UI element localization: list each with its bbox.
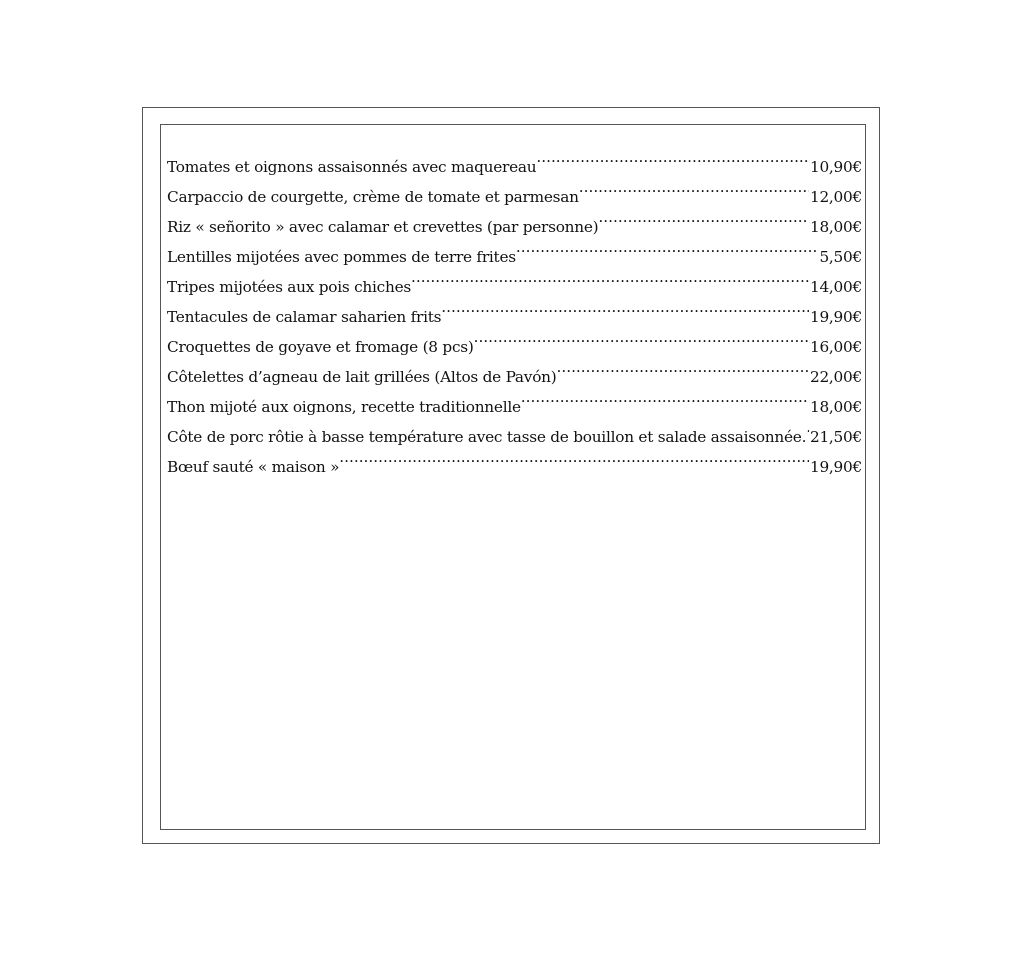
menu-inner-frame (160, 124, 866, 830)
dish-name: Carpaccio de courgette, crème de tomate et parmesan (167, 188, 579, 206)
dot-leader (441, 292, 809, 322)
dish-price: 21,50€ (809, 428, 862, 446)
dish-price: 10,90€ (809, 158, 862, 176)
dot-leader (579, 172, 809, 202)
dish-name: Tripes mijotées aux pois chiches (167, 278, 411, 296)
dish-price: 12,00€ (809, 188, 862, 206)
dish-price: 22,00€ (809, 368, 862, 386)
dish-price: 18,00€ (809, 218, 862, 236)
dot-leader (339, 442, 809, 472)
dot-leader (521, 382, 809, 412)
dish-price: 5,50€ (819, 248, 862, 266)
menu-outer-frame (142, 107, 880, 844)
dish-name: Lentilles mijotées avec pommes de terre frites (167, 248, 516, 266)
dot-leader (806, 412, 809, 442)
menu-list (167, 142, 862, 476)
dish-price: 19,90€ (809, 458, 862, 476)
dot-leader (516, 232, 819, 262)
menu-item (167, 142, 862, 176)
dot-leader (411, 262, 809, 292)
dish-name: Thon mijoté aux oignons, recette traditionnelle (167, 398, 521, 416)
dish-name: Tomates et oignons assaisonnés avec maquereau (167, 158, 537, 176)
dish-price: 16,00€ (809, 338, 862, 356)
dot-leader (536, 142, 809, 172)
dish-price: 18,00€ (809, 398, 862, 416)
dot-leader (474, 322, 809, 352)
dot-leader (598, 202, 809, 232)
dish-name: Croquettes de goyave et fromage (8 pcs) (167, 338, 474, 356)
dish-name: Riz « señorito » avec calamar et crevettes (par personne) (167, 218, 599, 236)
dish-price: 14,00€ (809, 278, 862, 296)
dish-name: Tentacules de calamar saharien frits (167, 308, 442, 326)
dish-price: 19,90€ (809, 308, 862, 326)
dot-leader (556, 352, 808, 382)
dish-name: Côtelettes d’agneau de lait grillées (Altos de Pavón) (167, 368, 557, 386)
dish-name: Côte de porc rôtie à basse température avec tasse de bouillon et salade assaisonnée. (167, 428, 807, 446)
dish-name: Bœuf sauté « maison » (167, 458, 340, 476)
